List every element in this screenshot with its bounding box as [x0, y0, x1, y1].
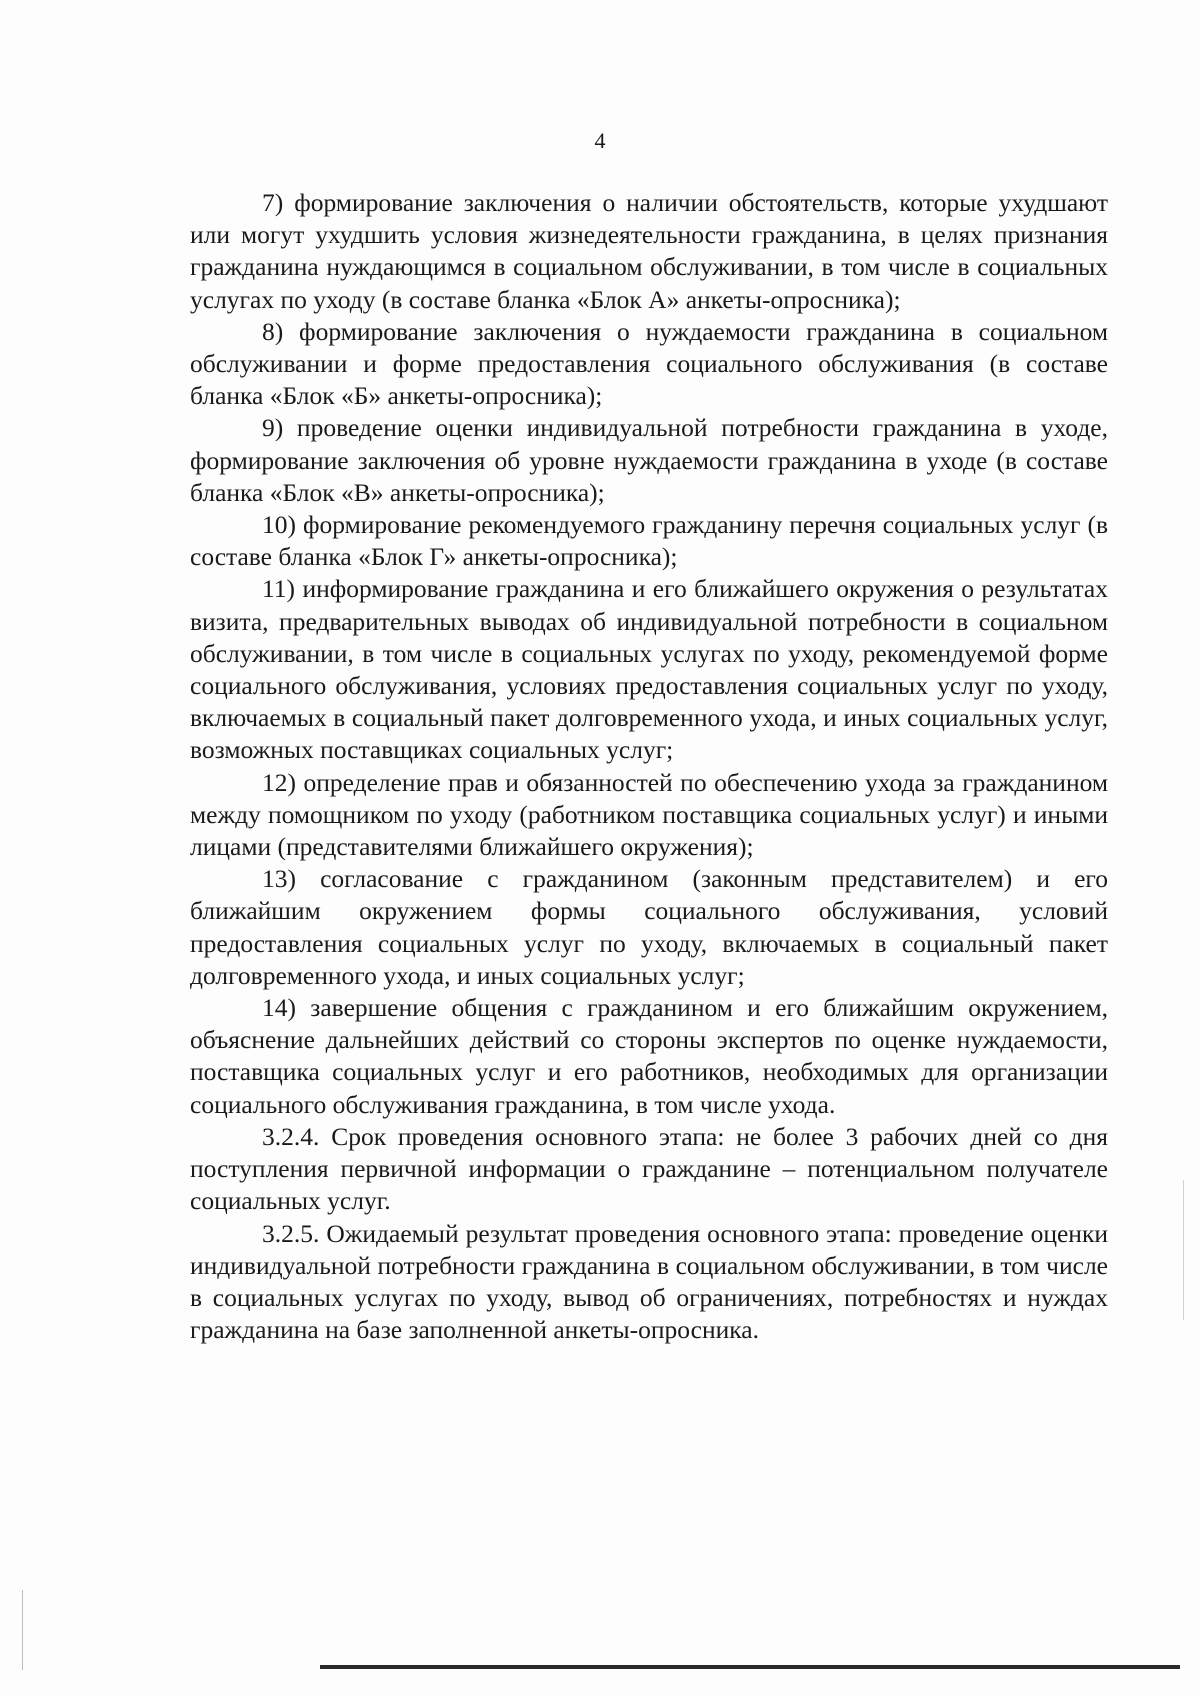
footer-divider [320, 1665, 1180, 1669]
clause-3-2-4: 3.2.4. Срок проведения основного этапа: не более 3 рабочих дней со дня поступления первичной информации о гражданине – потенциальном получателе социальных услуг. [190, 1121, 1108, 1216]
list-item-9: 9) проведение оценки индивидуальной потребности гражданина в уходе, формирование заключения об уровне нуждаемости гражданина в уходе (в составе бланка «Блок «В» анкеты-опросника); [190, 413, 1108, 507]
list-item-8: 8) формирование заключения о нуждаемости гражданина в социальном обслуживании и форме предоставления социального обслуживания (в составе бланка «Блок «Б» анкеты-опросника); [190, 316, 1108, 411]
scan-edge-mark [22, 1590, 23, 1670]
list-item-13: 13) согласование с гражданином (законным представителем) и его ближайшим окружением формы социального обслуживания, условий предоставления социальных услуг по уходу, включаемых в социальный пакет долговременного ухода, и иных социальных услуг; [190, 864, 1108, 990]
document-body [190, 187, 1108, 1346]
list-item-10: 10) формирование рекомендуемого гражданину перечня социальных услуг (в составе бланка «Блок Г» анкеты-опросника); [190, 510, 1108, 572]
list-item-7: 7) формирование заключения о наличии обстоятельств, которые ухудшают или могут ухудшить условия жизнедеятельности гражданина, в целях признания гражданина нуждающимся в социальном обслуживании, в том числе в социальных услугах по уходу (в составе бланка «Блок А» анкеты-опросника); [190, 188, 1108, 314]
list-item-12: 12) определение прав и обязанностей по обеспечению ухода за гражданином между помощником по уходу (работником поставщика социальных услуг) и иными лицами (представителями ближайшего окружения); [190, 767, 1108, 862]
page-number: 4 [594, 128, 606, 153]
list-item-14: 14) завершение общения с гражданином и его ближайшим окружением, объяснение дальнейших действий со стороны экспертов по оценке нуждаемости, поставщика социальных услуг и его работников, необходимых для организации социального обслуживания гражданина, в том числе ухода. [190, 993, 1108, 1119]
scan-edge-mark-right [1183, 1180, 1184, 1320]
clause-3-2-5: 3.2.5. Ожидаемый результат проведения основного этапа: проведение оценки индивидуальной потребности гражданина в социальном обслуживании, в том числе в социальных услугах по уходу, вывод об ограничениях, потребностях и нуждах гражданина на базе заполненной анкеты-опросника. [190, 1218, 1108, 1345]
list-item-11: 11) информирование гражданина и его ближайшего окружения о результатах визита, предварительных выводах об индивидуальной потребности в социальном обслуживании, в том числе в социальных услугах по уходу, рекомендуемой форме социального обслуживания, условиях предоставления социальных услуг по уходу, включаемых в социальный пакет долговременного ухода, и иных социальных услуг, возможных поставщиках социальных услуг; [190, 574, 1108, 765]
